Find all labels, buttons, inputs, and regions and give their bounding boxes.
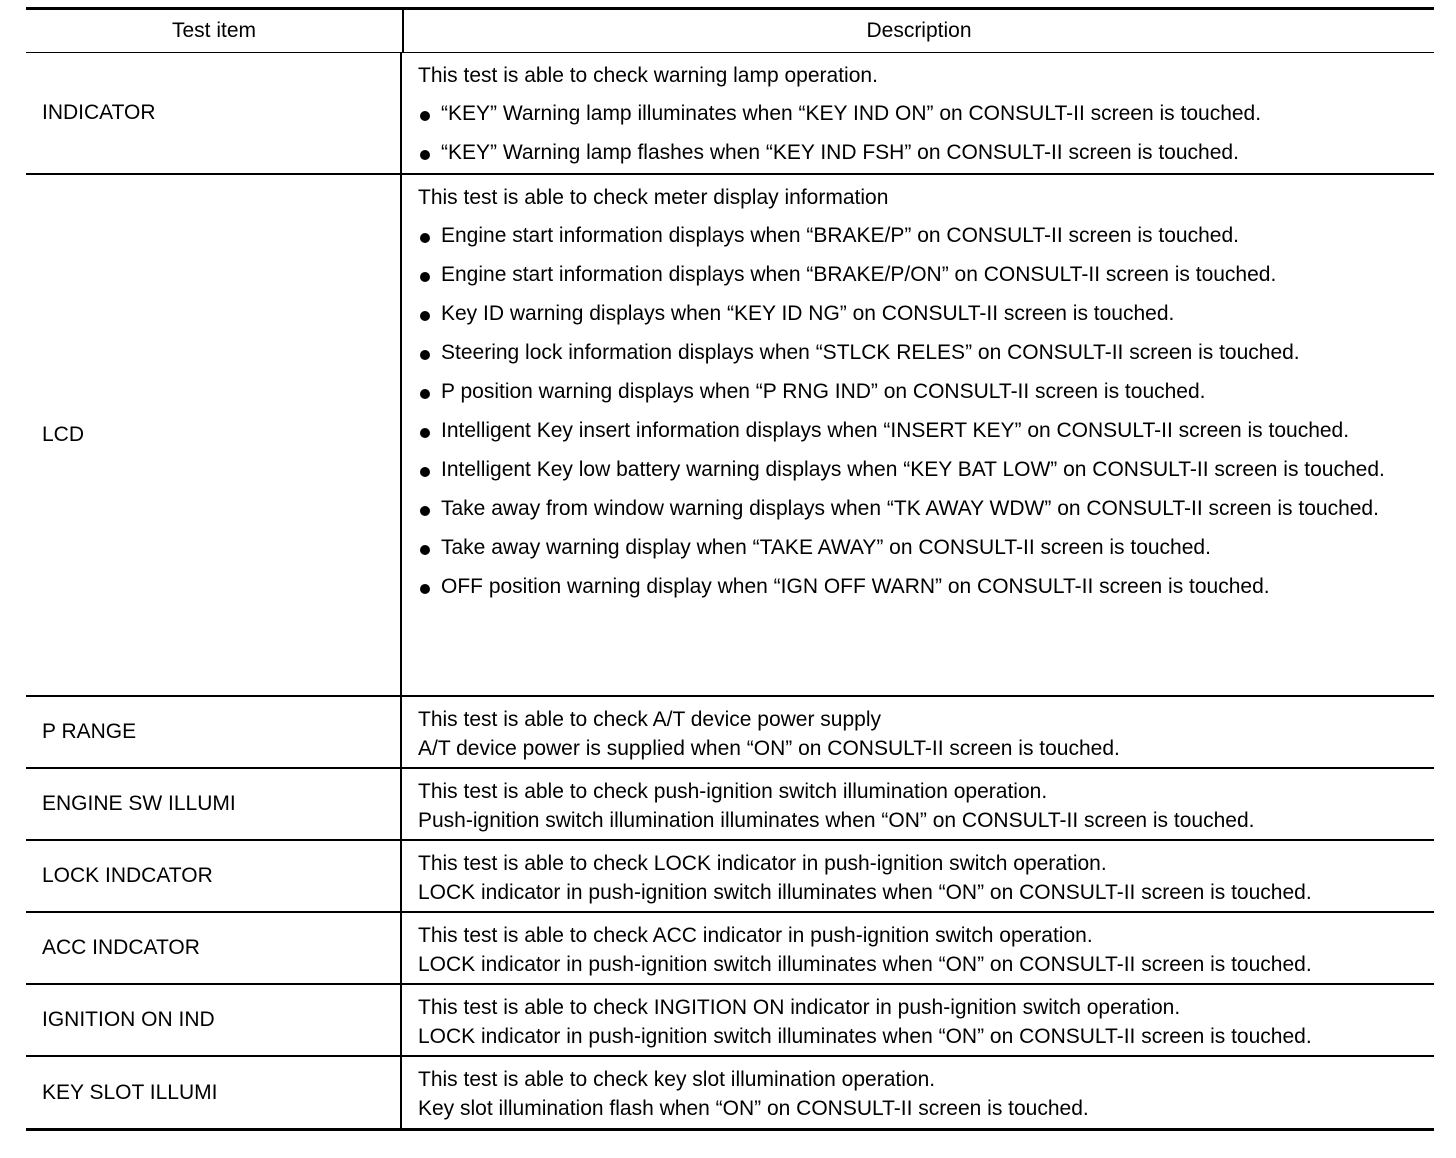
description-intro: This test is able to check meter display information	[418, 186, 889, 209]
description-line: This test is able to check push-ignition switch illumination operation.	[418, 780, 1048, 803]
test-item-name: LOCK INDCATOR	[26, 841, 402, 911]
description-line: This test is able to check A/T device power supply	[418, 708, 882, 731]
description-line: LOCK indicator in push-ignition switch illuminates when “ON” on CONSULT-II screen is touched.	[418, 881, 1312, 904]
bullet-icon	[420, 311, 430, 321]
test-item-name: LCD	[26, 175, 402, 695]
bullet-icon	[420, 272, 430, 282]
test-item-name: KEY SLOT ILLUMI	[26, 1057, 402, 1128]
description-line: LOCK indicator in push-ignition switch illuminates when “ON” on CONSULT-II screen is touched.	[418, 953, 1312, 976]
list-item: Key ID warning displays when “KEY ID NG” on CONSULT-II screen is touched.	[418, 299, 1424, 329]
bullet-icon	[420, 428, 430, 438]
test-item-name: ACC INDCATOR	[26, 913, 402, 983]
list-item: “KEY” Warning lamp flashes when “KEY IND FSH” on CONSULT-II screen is touched.	[418, 138, 1424, 168]
table-row-engine-sw-illumi	[26, 769, 1434, 841]
bullet-list	[418, 221, 1424, 602]
table-row-p-range	[26, 697, 1434, 769]
list-item: Intelligent Key low battery warning displays when “KEY BAT LOW” on CONSULT-II screen is touched.	[418, 455, 1424, 485]
description-line: A/T device power is supplied when “ON” on CONSULT-II screen is touched.	[418, 737, 1120, 760]
bullet-icon	[420, 545, 430, 555]
list-item: P position warning displays when “P RNG IND” on CONSULT-II screen is touched.	[418, 377, 1424, 407]
test-item-name: INDICATOR	[26, 53, 402, 173]
test-item-table	[26, 7, 1434, 1131]
list-item: OFF position warning display when “IGN OFF WARN” on CONSULT-II screen is touched.	[418, 572, 1424, 602]
bullet-icon	[420, 506, 430, 516]
description-cell	[402, 913, 1434, 983]
bullet-icon	[420, 584, 430, 594]
test-item-name: IGNITION ON IND	[26, 985, 402, 1055]
test-item-name: ENGINE SW ILLUMI	[26, 769, 402, 839]
description-line: This test is able to check INGITION ON indicator in push-ignition switch operation.	[418, 996, 1181, 1019]
description-cell	[402, 841, 1434, 911]
list-item: Intelligent Key insert information displays when “INSERT KEY” on CONSULT-II screen is touched.	[418, 416, 1424, 446]
description-line: This test is able to check LOCK indicator in push-ignition switch operation.	[418, 852, 1107, 875]
description-cell	[402, 985, 1434, 1055]
table-header	[26, 10, 1434, 53]
bullet-icon	[420, 150, 430, 160]
table-row-key-slot-illumi	[26, 1057, 1434, 1128]
description-line: This test is able to check key slot illumination operation.	[418, 1068, 936, 1091]
list-item: Engine start information displays when “BRAKE/P/ON” on CONSULT-II screen is touched.	[418, 260, 1424, 290]
table-row-lock-indcator	[26, 841, 1434, 913]
list-item: Steering lock information displays when “STLCK RELES” on CONSULT-II screen is touched.	[418, 338, 1424, 368]
table-row-ignition-on-ind	[26, 985, 1434, 1057]
bullet-list	[418, 99, 1424, 168]
description-cell	[402, 769, 1434, 839]
header-description: Description	[866, 19, 972, 42]
table-row-indicator	[26, 53, 1434, 175]
bullet-icon	[420, 389, 430, 399]
bullet-icon	[420, 350, 430, 360]
description-line: Push-ignition switch illumination illuminates when “ON” on CONSULT-II screen is touched.	[418, 809, 1255, 832]
list-item: Engine start information displays when “BRAKE/P” on CONSULT-II screen is touched.	[418, 221, 1424, 251]
bullet-icon	[420, 233, 430, 243]
list-item: Take away warning display when “TAKE AWAY” on CONSULT-II screen is touched.	[418, 533, 1424, 563]
bullet-icon	[420, 467, 430, 477]
description-intro: This test is able to check warning lamp operation.	[418, 64, 878, 87]
description-cell	[402, 697, 1434, 767]
description-cell	[402, 175, 1434, 695]
description-line: This test is able to check ACC indicator in push-ignition switch operation.	[418, 924, 1093, 947]
table-row-acc-indcator	[26, 913, 1434, 985]
list-item: Take away from window warning displays when “TK AWAY WDW” on CONSULT-II screen is touched.	[418, 494, 1424, 524]
list-item: “KEY” Warning lamp illuminates when “KEY IND ON” on CONSULT-II screen is touched.	[418, 99, 1424, 129]
bullet-icon	[420, 111, 430, 121]
description-line: LOCK indicator in push-ignition switch illuminates when “ON” on CONSULT-II screen is touched.	[418, 1025, 1312, 1048]
test-item-name: P RANGE	[26, 697, 402, 767]
header-test-item: Test item	[26, 10, 404, 52]
table-row-lcd	[26, 175, 1434, 697]
description-line: Key slot illumination flash when “ON” on CONSULT-II screen is touched.	[418, 1097, 1089, 1120]
description-cell	[402, 53, 1434, 173]
description-cell	[402, 1057, 1434, 1128]
